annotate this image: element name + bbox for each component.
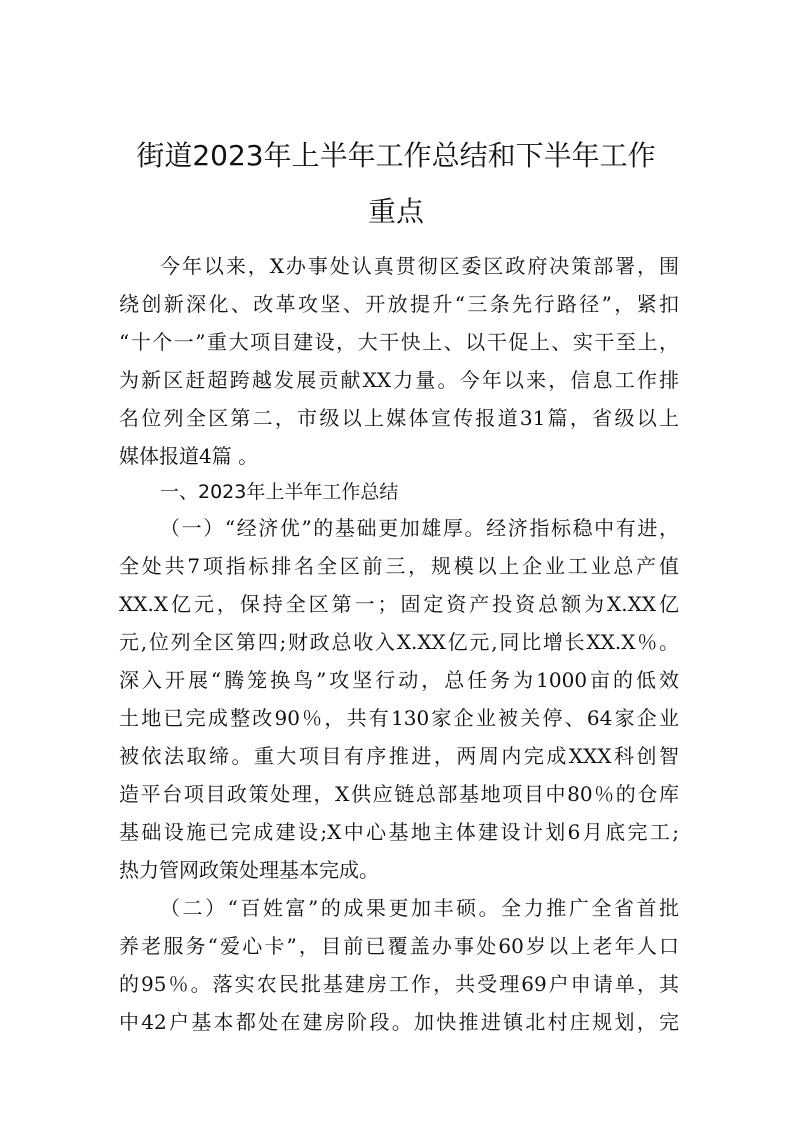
paragraph-line: 造平台项目政策处理，X供应链总部基地项目中80％的仓库: [119, 782, 679, 806]
intro-line: 为新区赶超跨越发展贡献XX力量。今年以来，信息工作排: [119, 368, 679, 392]
paragraph-line: 养老服务“爱心卡”，目前已覆盖办事处60岁以上老年人口: [119, 934, 679, 958]
paragraph-line: 被依法取缔。重大项目有序推进，两周内完成XXX科创智: [119, 744, 679, 768]
paragraph-line: 土地已完成整改90％，共有130家企业被关停、64家企业: [119, 706, 679, 730]
paragraph-line: 全处共7项指标排名全区前三，规模以上企业工业总产值: [119, 554, 679, 578]
paragraph-line: （一）“经济优”的基础更加雄厚。经济指标稳中有进，: [160, 516, 679, 540]
document-title-line-2: 重点: [367, 195, 424, 228]
paragraph-line: 的95％。落实农民批基建房工作，共受理69户申请单，其: [119, 972, 679, 996]
intro-line: 今年以来，X办事处认真贯彻区委区政府决策部署，围: [160, 254, 679, 278]
intro-line: 媒体报道4篇 。: [119, 444, 259, 468]
document-title-line-1: 街道2023年上半年工作总结和下半年工作: [136, 139, 656, 172]
paragraph-line: 中42户基本都处在建房阶段。加快推进镇北村庄规划，完: [119, 1010, 679, 1034]
paragraph-line: 深入开展“腾笼换鸟”攻坚行动，总任务为1000亩的低效: [119, 668, 679, 692]
section-heading: 一、2023年上半年工作总结: [160, 481, 399, 503]
intro-line: “十个一”重大项目建设，大干快上、以干促上、实干至上，: [119, 330, 679, 354]
paragraph-line: 基础设施已完成建设;X中心基地主体建设计划6月底完工;: [119, 820, 679, 844]
intro-line: 绕创新深化、改革攻坚、开放提升“三条先行路径”，紧扣: [119, 292, 679, 316]
paragraph-line: （二）“百姓富”的成果更加丰硕。全力推广全省首批: [160, 896, 679, 920]
paragraph-line: 元,位列全区第四;财政总收入X.XX亿元,同比增长XX.X％。: [119, 630, 679, 654]
paragraph-line: XX.X亿元，保持全区第一；固定资产投资总额为X.XX亿: [119, 592, 679, 616]
intro-line: 名位列全区第二，市级以上媒体宣传报道31篇，省级以上: [119, 406, 679, 430]
paragraph-line: 热力管网政策处理基本完成。: [119, 858, 379, 882]
